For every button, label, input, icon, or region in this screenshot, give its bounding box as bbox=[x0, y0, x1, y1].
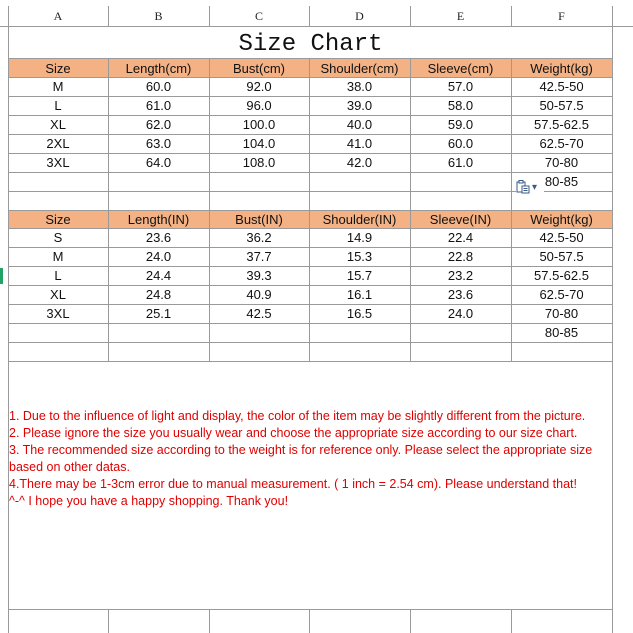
grid-vline bbox=[209, 609, 210, 633]
cm-table-cell[interactable]: 92.0 bbox=[246, 79, 272, 94]
inch-table-cell[interactable] bbox=[8, 323, 108, 342]
inch-table-header-cell[interactable]: Size bbox=[45, 211, 71, 227]
cm-table-cell[interactable] bbox=[410, 172, 511, 191]
grid-hline bbox=[8, 361, 613, 362]
cm-table-header-cell[interactable]: Weight(kg) bbox=[530, 60, 593, 76]
cm-table-cell[interactable]: 61.0 bbox=[145, 98, 172, 113]
cm-table-header-cell[interactable]: Size bbox=[45, 60, 71, 76]
inch-table-cell[interactable]: 70-80 bbox=[544, 306, 579, 321]
inch-table-cell[interactable]: 37.7 bbox=[246, 249, 272, 264]
cm-table-cell[interactable]: 41.0 bbox=[346, 136, 373, 151]
inch-table-cell[interactable]: 24.0 bbox=[145, 249, 172, 264]
cm-table-cell[interactable]: 57.5-62.5 bbox=[534, 117, 589, 132]
inch-table-cell[interactable]: 16.1 bbox=[346, 287, 373, 302]
cm-table-cell[interactable]: L bbox=[54, 98, 62, 113]
grid-vline bbox=[108, 6, 109, 26]
grid-vline bbox=[108, 609, 109, 633]
grid-vline bbox=[612, 6, 613, 26]
grid-vline bbox=[612, 26, 613, 609]
cm-table-cell[interactable]: 58.0 bbox=[447, 98, 474, 113]
inch-table-cell[interactable]: M bbox=[52, 249, 64, 264]
grid-vline bbox=[309, 6, 310, 26]
cm-table-cell[interactable]: 80-85 bbox=[544, 174, 579, 189]
cm-table-cell[interactable]: 59.0 bbox=[447, 117, 474, 132]
cm-table-cell[interactable] bbox=[209, 172, 309, 191]
grid-vline bbox=[209, 6, 210, 26]
inch-table-cell[interactable]: 25.1 bbox=[145, 306, 172, 321]
column-header-b[interactable]: B bbox=[108, 6, 209, 26]
grid-vline bbox=[511, 609, 512, 633]
inch-table-cell[interactable]: 14.9 bbox=[346, 230, 373, 245]
inch-table-cell[interactable]: 42.5-50 bbox=[539, 230, 584, 245]
inch-table-cell[interactable]: 23.6 bbox=[447, 287, 474, 302]
cm-table-cell[interactable]: 42.5-50 bbox=[539, 79, 584, 94]
note-4: 4.There may be 1-3cm error due to manual measurement. ( 1 inch = 2.54 cm). Please understand that! bbox=[9, 477, 577, 491]
inch-table-cell[interactable] bbox=[309, 323, 410, 342]
inch-table-header-cell[interactable]: Shoulder(IN) bbox=[322, 211, 397, 227]
inch-table-cell[interactable]: 15.3 bbox=[346, 249, 373, 264]
inch-table-cell[interactable]: 24.8 bbox=[145, 287, 172, 302]
cm-table-cell[interactable]: 63.0 bbox=[145, 136, 172, 151]
grid-vline bbox=[309, 609, 310, 633]
cm-table-header-cell[interactable]: Sleeve(cm) bbox=[427, 60, 494, 76]
cm-table-cell[interactable]: M bbox=[52, 79, 64, 94]
cm-table-cell[interactable]: 104.0 bbox=[242, 136, 276, 151]
inch-table-cell[interactable]: S bbox=[53, 230, 63, 245]
inch-table-cell[interactable]: L bbox=[54, 268, 62, 283]
cm-table-cell[interactable]: 100.0 bbox=[242, 117, 276, 132]
inch-table-cell[interactable]: 3XL bbox=[46, 306, 70, 321]
inch-table-cell[interactable]: 24.4 bbox=[145, 268, 172, 283]
cm-table-cell[interactable]: 50-57.5 bbox=[539, 98, 584, 113]
cm-table-cell[interactable]: 2XL bbox=[46, 136, 70, 151]
note-2: 2. Please ignore the size you usually wear and choose the appropriate size according to our size chart. bbox=[9, 426, 578, 440]
inch-table-cell[interactable] bbox=[209, 323, 309, 342]
inch-table-cell[interactable]: 36.2 bbox=[246, 230, 272, 245]
cm-table-header-cell[interactable]: Shoulder(cm) bbox=[320, 60, 399, 76]
inch-table-cell[interactable]: 22.4 bbox=[447, 230, 474, 245]
inch-table-cell[interactable]: 23.6 bbox=[145, 230, 172, 245]
paste-options-icon bbox=[516, 180, 530, 194]
column-header-a[interactable]: A bbox=[8, 6, 108, 26]
inch-table-cell[interactable] bbox=[108, 323, 209, 342]
paste-options-button[interactable] bbox=[516, 179, 544, 195]
cm-table-cell[interactable]: XL bbox=[50, 117, 66, 132]
inch-table-header-cell[interactable]: Bust(IN) bbox=[235, 211, 283, 227]
notes-block[interactable] bbox=[9, 408, 609, 510]
cm-table-cell[interactable]: 61.0 bbox=[447, 155, 474, 170]
grid-vline bbox=[8, 6, 9, 26]
cm-table-cell[interactable] bbox=[8, 172, 108, 191]
cm-table-cell[interactable]: 38.0 bbox=[346, 79, 373, 94]
chevron-down-icon: ▾ bbox=[532, 181, 538, 193]
active-row-marker bbox=[0, 268, 3, 284]
inch-table-cell[interactable]: 39.3 bbox=[246, 268, 272, 283]
cm-table-cell[interactable]: 3XL bbox=[46, 155, 70, 170]
column-header-c[interactable]: C bbox=[209, 6, 309, 26]
column-header-e[interactable]: E bbox=[410, 6, 511, 26]
grid-hline bbox=[8, 609, 613, 610]
grid-vline bbox=[612, 609, 613, 633]
inch-table-cell[interactable]: 50-57.5 bbox=[539, 249, 584, 264]
column-header-d[interactable]: D bbox=[309, 6, 410, 26]
note-5: ^-^ I hope you have a happy shopping. Thank you! bbox=[9, 494, 289, 508]
cm-table-cell[interactable]: 42.0 bbox=[346, 155, 373, 170]
inch-table-cell[interactable]: 24.0 bbox=[447, 306, 474, 321]
grid-hline bbox=[8, 342, 613, 343]
cm-table-cell[interactable] bbox=[309, 172, 410, 191]
cm-table-cell[interactable] bbox=[108, 172, 209, 191]
inch-table-cell[interactable]: XL bbox=[50, 287, 66, 302]
inch-table-header-cell[interactable]: Weight(kg) bbox=[530, 211, 593, 227]
inch-table-header-cell[interactable]: Length(IN) bbox=[127, 211, 190, 227]
cm-table-cell[interactable]: 40.0 bbox=[346, 117, 373, 132]
inch-table-cell[interactable]: 23.2 bbox=[447, 268, 474, 283]
inch-table-cell[interactable]: 62.5-70 bbox=[539, 287, 584, 302]
inch-table-cell[interactable]: 22.8 bbox=[447, 249, 474, 264]
grid-hline bbox=[0, 26, 633, 27]
cm-table-cell[interactable]: 62.0 bbox=[145, 117, 172, 132]
note-1: 1. Due to the influence of light and display, the color of the item may be slightly different from the picture. bbox=[9, 409, 586, 423]
cm-table-cell[interactable]: 62.5-70 bbox=[539, 136, 584, 151]
cm-table-cell[interactable]: 39.0 bbox=[346, 98, 373, 113]
cm-table-header-cell[interactable]: Bust(cm) bbox=[233, 60, 285, 76]
cm-table-cell[interactable]: 96.0 bbox=[246, 98, 272, 113]
inch-table-cell[interactable]: 42.5 bbox=[246, 306, 272, 321]
cm-table-cell[interactable]: 64.0 bbox=[145, 155, 172, 170]
inch-table-cell[interactable]: 40.9 bbox=[246, 287, 272, 302]
inch-table-header-cell[interactable]: Sleeve(IN) bbox=[429, 211, 492, 227]
inch-table-cell[interactable]: 16.5 bbox=[346, 306, 373, 321]
cm-table-header-cell[interactable]: Length(cm) bbox=[125, 60, 192, 76]
page-title[interactable]: Size Chart bbox=[238, 30, 383, 58]
cm-table-cell[interactable]: 60.0 bbox=[447, 136, 474, 151]
cm-table-cell[interactable]: 108.0 bbox=[242, 155, 276, 170]
cm-table-cell[interactable]: 60.0 bbox=[145, 79, 172, 94]
inch-table-cell[interactable]: 80-85 bbox=[544, 325, 579, 340]
grid-vline bbox=[410, 609, 411, 633]
note-3: 3. The recommended size according to the weight is for reference only. Please select the appropriate size based on other datas. bbox=[9, 443, 593, 474]
inch-table-cell[interactable]: 15.7 bbox=[346, 268, 373, 283]
inch-table-cell[interactable] bbox=[410, 323, 511, 342]
cm-table-cell[interactable]: 57.0 bbox=[447, 79, 474, 94]
grid-vline bbox=[511, 6, 512, 26]
cm-table-cell[interactable]: 70-80 bbox=[544, 155, 579, 170]
grid-vline bbox=[410, 6, 411, 26]
inch-table-cell[interactable]: 57.5-62.5 bbox=[534, 268, 589, 283]
grid-vline bbox=[8, 609, 9, 633]
column-header-f[interactable]: F bbox=[511, 6, 612, 26]
